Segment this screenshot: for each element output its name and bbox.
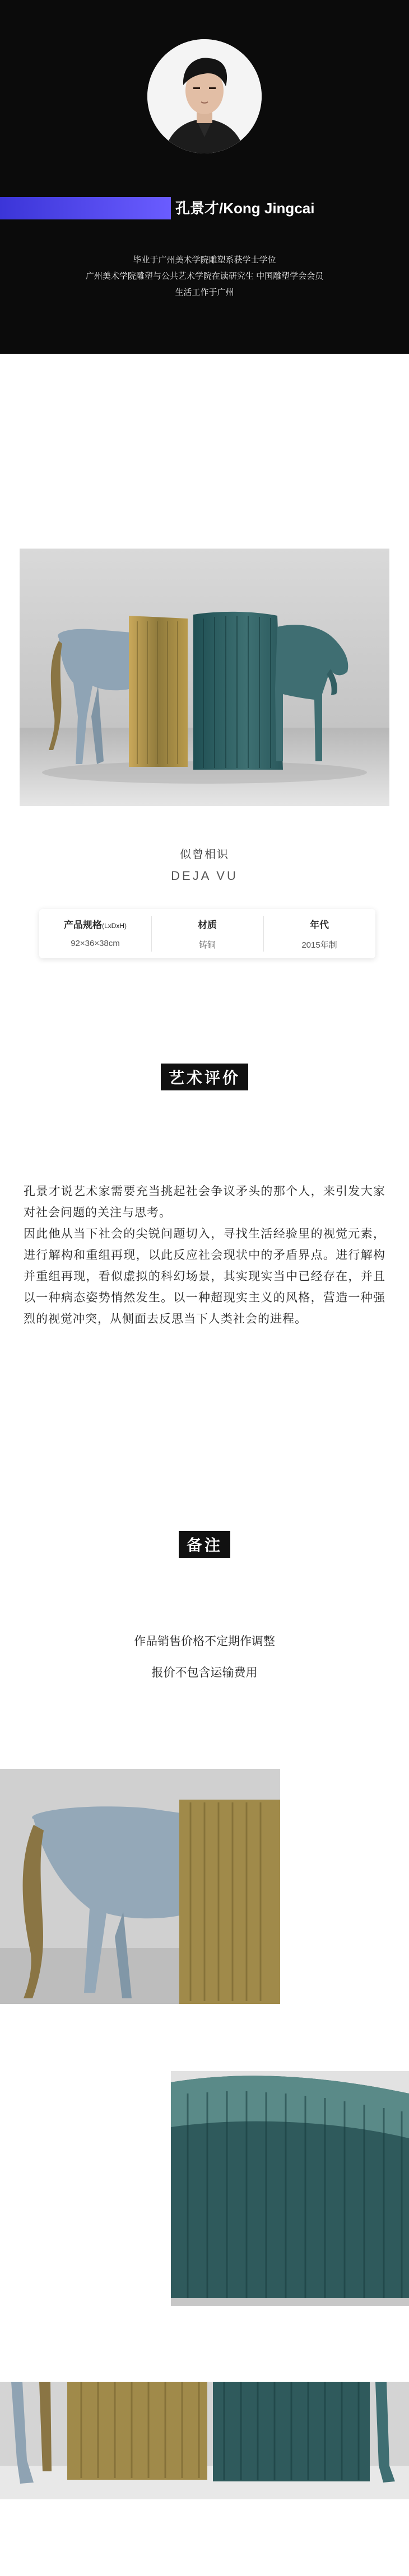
- bio-line: 广州美术学院雕塑与公共艺术学院在读研究生 中国雕塑学会会员: [85, 271, 324, 281]
- spec-dimensions: [39, 909, 151, 958]
- spec-label: 材质: [198, 920, 217, 930]
- review-paragraph: 因此他从当下社会的尖锐问题切入，寻找生活经验里的视觉元素，进行解构和重组再现，以此反应社会现状中的矛盾界点。进行解构并重组再现，看似虚拟的科幻场景，其实现实当中已经存在，并且以一种病态姿势悄然发生。以一种超现实主义的风格，营造一种强烈的视觉冲突，从侧面去反思当下人类社会的进程。: [24, 1228, 385, 1326]
- review-heading: [0, 1064, 409, 1090]
- artwork-main-image: [20, 549, 389, 806]
- notes-heading: [0, 1531, 409, 1558]
- notes-heading-label: 备注: [179, 1531, 230, 1558]
- spec-label: 产品规格: [64, 920, 102, 930]
- artist-bio: [0, 252, 409, 301]
- accent-stripe: [0, 197, 171, 219]
- spec-material: [151, 909, 263, 958]
- detail-image-rear: [0, 1769, 280, 2004]
- spec-value: 铸铜: [198, 940, 216, 950]
- artwork-title-en: DEJA VU: [171, 869, 238, 883]
- spec-year: [263, 909, 375, 958]
- note-line: 作品销售价格不定期作调整: [134, 1635, 275, 1648]
- name-bar: [0, 197, 409, 219]
- bio-line: 毕业于广州美术学院雕塑系获学士学位: [133, 255, 276, 265]
- detail-drape-illustration: [171, 2071, 409, 2306]
- artwork-sculpture-illustration: [20, 549, 389, 806]
- artwork-title-cn: 似曾相识: [180, 849, 229, 861]
- detail-base-illustration: [0, 2382, 409, 2499]
- spec-label: 年代: [310, 920, 329, 930]
- avatar: [147, 39, 262, 153]
- notes-text: [0, 1626, 409, 1689]
- detail-image-base: [0, 2382, 409, 2499]
- spec-label-unit: (LxDxH): [102, 922, 127, 930]
- artist-portrait: [147, 39, 262, 153]
- note-line: 报价不包含运输费用: [151, 1666, 258, 1679]
- spec-card: [39, 909, 375, 958]
- review-heading-label: 艺术评价: [161, 1064, 248, 1090]
- artist-name: 孔景才/Kong Jingcai: [175, 200, 315, 217]
- detail-rear-illustration: [0, 1769, 280, 2004]
- spec-value: 2015年制: [301, 940, 337, 950]
- artist-header: [0, 0, 409, 354]
- review-paragraph: 孔景才说艺术家需要充当挑起社会争议矛头的那个人，来引发大家对社会问题的关注与思考。: [24, 1185, 385, 1219]
- review-text: [24, 1181, 385, 1330]
- detail-image-drape: [171, 2071, 409, 2306]
- spec-value: 92×36×38cm: [71, 939, 120, 948]
- bio-line: 生活工作于广州: [175, 288, 234, 297]
